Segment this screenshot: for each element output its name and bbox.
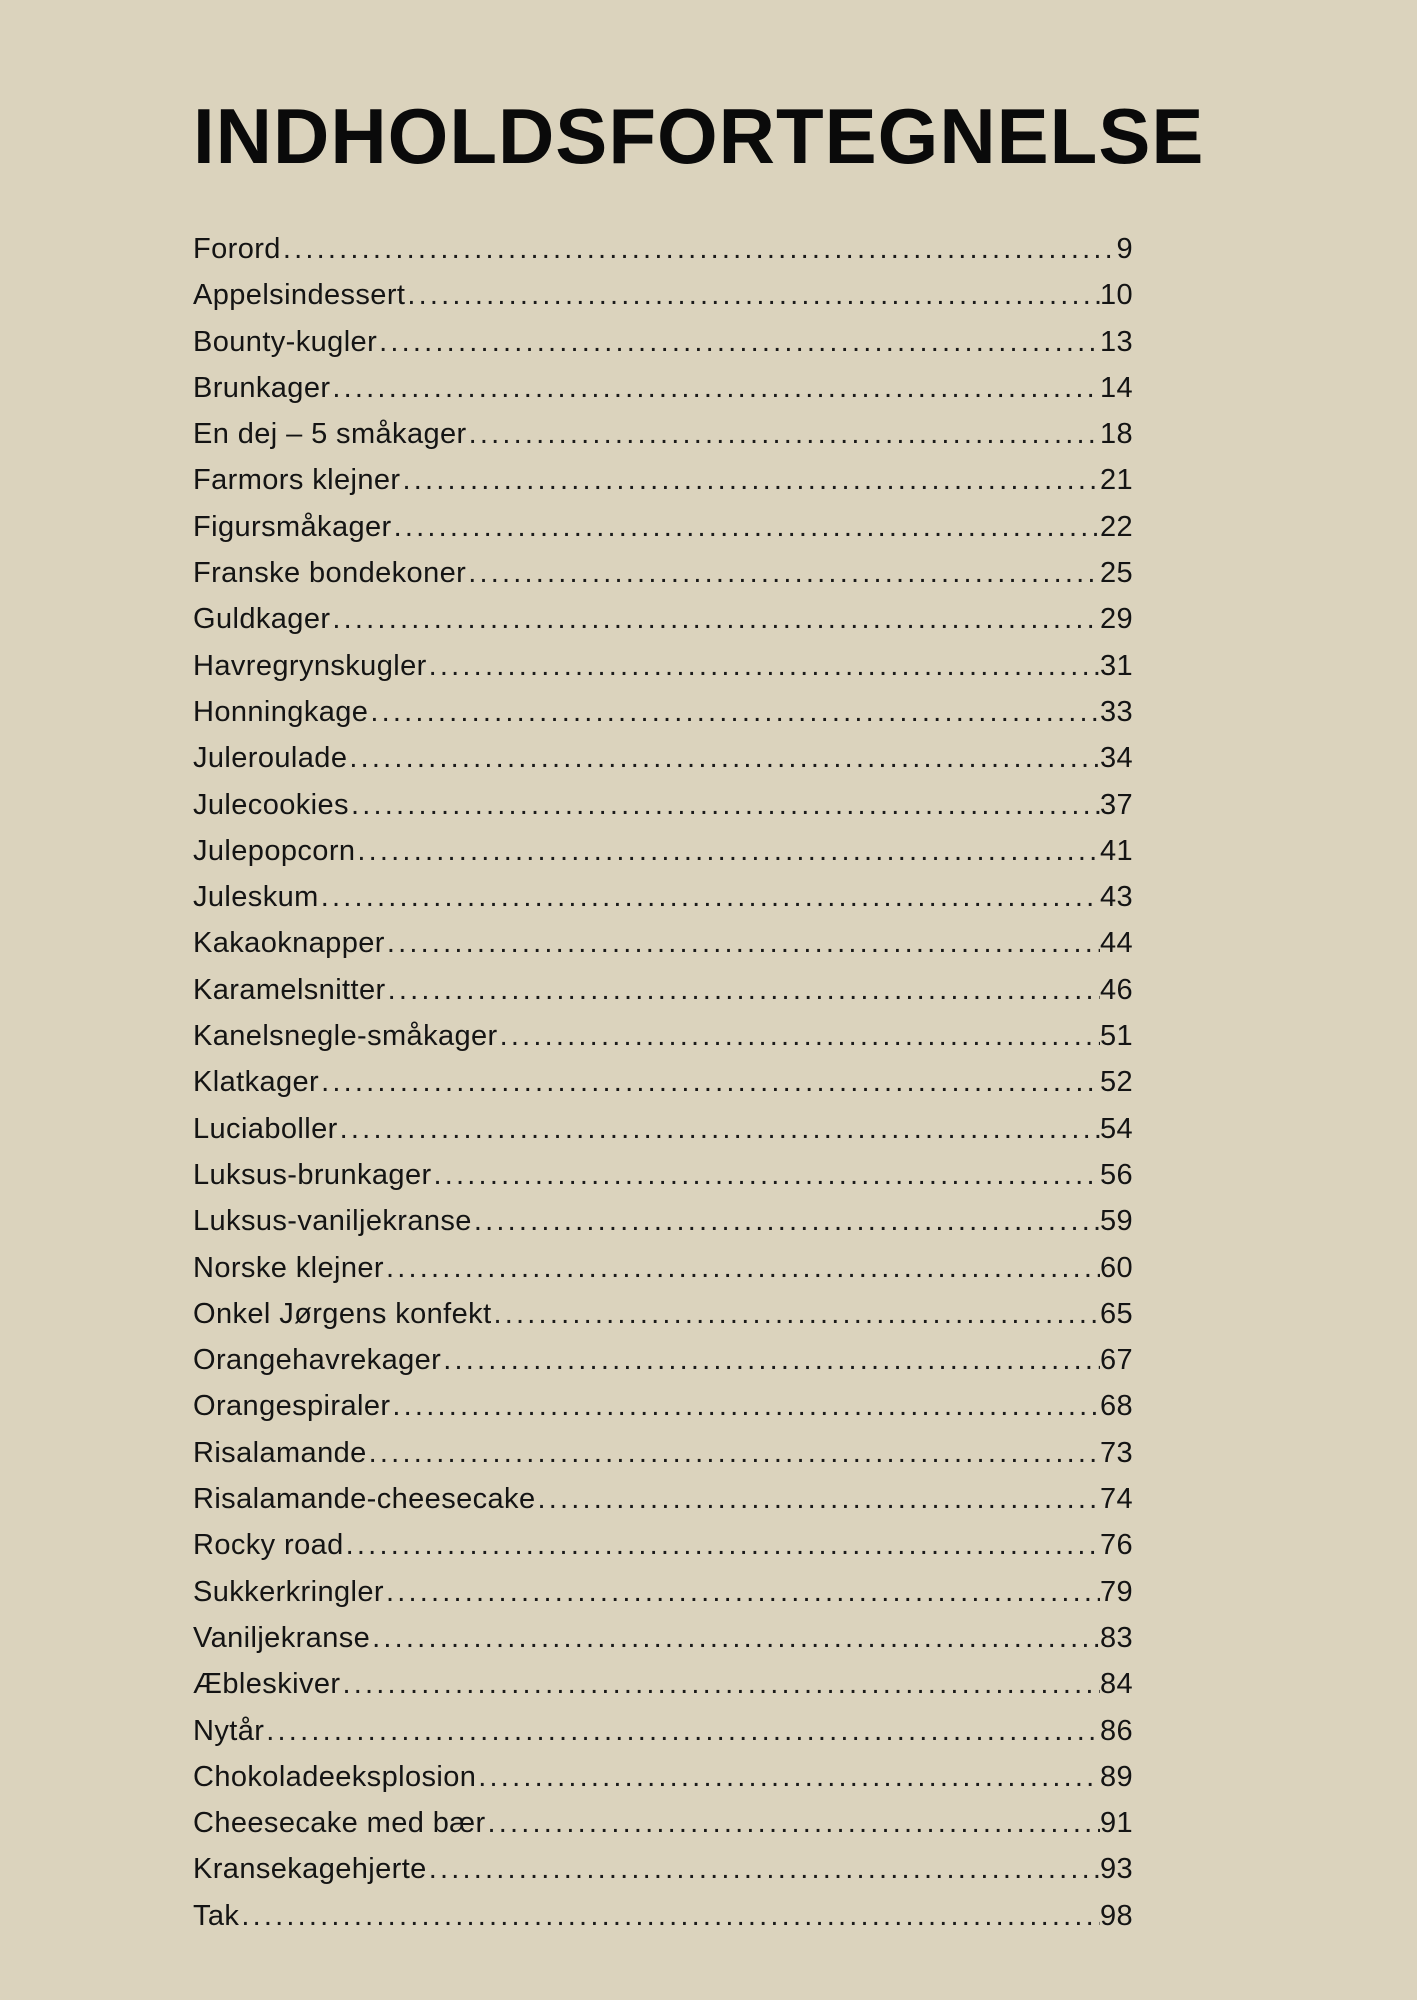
toc-entry[interactable]: [193, 319, 1133, 365]
dot-leader: [469, 411, 1100, 457]
toc-entry-label: Risalamande: [193, 1436, 367, 1469]
toc-entry[interactable]: [193, 1383, 1133, 1429]
dot-leader: [321, 874, 1100, 920]
dot-leader: [429, 643, 1100, 689]
toc-entry-page-number: 52: [1099, 1066, 1133, 1099]
toc-entry[interactable]: [193, 1106, 1133, 1152]
toc-entry[interactable]: [193, 1337, 1133, 1383]
toc-entry[interactable]: [193, 1615, 1133, 1661]
toc-entry-page-number: 59: [1099, 1205, 1133, 1238]
toc-entry-page-number: 46: [1099, 973, 1133, 1006]
toc-entry[interactable]: [193, 1059, 1133, 1105]
toc-entry-label: Brunkager: [193, 371, 331, 404]
toc-entry-label: Rocky road: [193, 1529, 344, 1562]
toc-entry-label: Sukkerkringler: [193, 1575, 384, 1608]
toc-entry[interactable]: [193, 1893, 1133, 1939]
toc-entry[interactable]: [193, 1198, 1133, 1244]
dot-leader: [494, 1291, 1100, 1337]
toc-entry-label: Cheesecake med bær: [193, 1807, 486, 1840]
dot-leader: [241, 1893, 1100, 1939]
toc-entry[interactable]: [193, 1245, 1133, 1291]
toc-entry-label: Vaniljekranse: [193, 1621, 371, 1654]
toc-entry-page-number: 56: [1099, 1158, 1133, 1191]
toc-entry-label: Kanelsnegle-småkager: [193, 1020, 498, 1053]
toc-entry-page-number: 51: [1099, 1020, 1133, 1053]
toc-entry-page-number: 43: [1099, 881, 1133, 914]
toc-entry-label: Honningkage: [193, 695, 369, 728]
toc-entry-page-number: 67: [1099, 1344, 1133, 1377]
toc-entry[interactable]: [193, 596, 1133, 642]
toc-entry[interactable]: [193, 689, 1133, 735]
toc-entry[interactable]: [193, 782, 1133, 828]
toc-entry-page-number: 34: [1099, 742, 1133, 775]
toc-entry[interactable]: [193, 226, 1133, 272]
toc-entry[interactable]: [193, 920, 1133, 966]
toc-entry-label: Tak: [193, 1899, 240, 1932]
toc-entry[interactable]: [193, 1013, 1133, 1059]
toc-entry-page-number: 89: [1099, 1760, 1133, 1793]
dot-leader: [488, 1800, 1100, 1846]
dot-leader: [369, 1430, 1100, 1476]
toc-entry-page-number: 65: [1099, 1297, 1133, 1330]
dot-leader: [388, 967, 1100, 1013]
toc-entry-label: Julepopcorn: [193, 834, 356, 867]
toc-entry[interactable]: [193, 1846, 1133, 1892]
toc-entry-label: Nytår: [193, 1714, 265, 1747]
toc-entry-page-number: 68: [1099, 1390, 1133, 1423]
toc-entry-page-number: 14: [1099, 371, 1133, 404]
toc-entry-page-number: 21: [1099, 464, 1133, 497]
toc-entry-page-number: 41: [1099, 834, 1133, 867]
table-of-contents: [193, 226, 1133, 1939]
dot-leader: [332, 596, 1100, 642]
dot-leader: [434, 1152, 1100, 1198]
toc-entry-page-number: 86: [1099, 1714, 1133, 1747]
toc-entry-page-number: 22: [1099, 510, 1133, 543]
dot-leader: [500, 1013, 1100, 1059]
toc-entry-page-number: 31: [1099, 649, 1133, 682]
dot-leader: [283, 226, 1117, 272]
dot-leader: [429, 1846, 1100, 1892]
toc-entry-label: Guldkager: [193, 603, 331, 636]
dot-leader: [387, 920, 1100, 966]
toc-entry-page-number: 83: [1099, 1621, 1133, 1654]
toc-entry[interactable]: [193, 1754, 1133, 1800]
dot-leader: [379, 319, 1100, 365]
dot-leader: [346, 1522, 1100, 1568]
toc-entry-label: Julecookies: [193, 788, 349, 821]
dot-leader: [478, 1754, 1100, 1800]
toc-entry[interactable]: [193, 1708, 1133, 1754]
dot-leader: [402, 457, 1100, 503]
dot-leader: [349, 735, 1100, 781]
toc-entry-page-number: 73: [1099, 1436, 1133, 1469]
toc-entry-page-number: 54: [1099, 1112, 1133, 1145]
toc-entry-page-number: 13: [1099, 325, 1133, 358]
toc-entry-page-number: 74: [1099, 1483, 1133, 1516]
toc-entry-label: Klatkager: [193, 1066, 320, 1099]
toc-entry[interactable]: [193, 1569, 1133, 1615]
toc-entry[interactable]: [193, 1291, 1133, 1337]
dot-leader: [443, 1337, 1100, 1383]
toc-entry-page-number: 60: [1099, 1251, 1133, 1284]
toc-entry[interactable]: [193, 550, 1133, 596]
toc-entry[interactable]: [193, 828, 1133, 874]
toc-entry-label: Luksus-vaniljekranse: [193, 1205, 472, 1238]
toc-entry-page-number: 91: [1099, 1807, 1133, 1840]
toc-entry[interactable]: [193, 1152, 1133, 1198]
toc-entry-label: Figursmåkager: [193, 510, 392, 543]
dot-leader: [340, 1106, 1100, 1152]
dot-leader: [386, 1245, 1100, 1291]
toc-entry-label: Appelsindessert: [193, 279, 406, 312]
dot-leader: [474, 1198, 1100, 1244]
toc-entry-label: Luciaboller: [193, 1112, 338, 1145]
toc-entry-page-number: 76: [1099, 1529, 1133, 1562]
toc-entry[interactable]: [193, 457, 1133, 503]
toc-entry-page-number: 93: [1099, 1853, 1133, 1886]
toc-entry[interactable]: [193, 411, 1133, 457]
toc-entry-page-number: 9: [1116, 233, 1133, 265]
toc-entry[interactable]: [193, 1476, 1133, 1522]
toc-entry-page-number: 79: [1099, 1575, 1133, 1608]
toc-entry[interactable]: [193, 735, 1133, 781]
toc-entry[interactable]: [193, 967, 1133, 1013]
dot-leader: [357, 828, 1100, 874]
toc-entry-label: Kakaoknapper: [193, 927, 385, 960]
dot-leader: [321, 1059, 1100, 1105]
toc-entry-label: Luksus-brunkager: [193, 1158, 432, 1191]
toc-entry-label: Onkel Jørgens konfekt: [193, 1297, 492, 1330]
dot-leader: [407, 272, 1100, 318]
toc-entry[interactable]: [193, 504, 1133, 550]
toc-entry-page-number: 98: [1099, 1899, 1133, 1932]
dot-leader: [332, 365, 1100, 411]
toc-entry[interactable]: [193, 1800, 1133, 1846]
dot-leader: [266, 1708, 1100, 1754]
toc-entry-label: Norske klejner: [193, 1251, 384, 1284]
toc-entry-page-number: 37: [1099, 788, 1133, 821]
toc-entry-label: Chokoladeeksplosion: [193, 1760, 477, 1793]
toc-entry[interactable]: [193, 1661, 1133, 1707]
toc-entry-label: Farmors klejner: [193, 464, 401, 497]
toc-entry-label: Orangespiraler: [193, 1390, 391, 1423]
dot-leader: [342, 1661, 1100, 1707]
dot-leader: [351, 782, 1100, 828]
toc-entry-label: Juleskum: [193, 881, 319, 914]
toc-entry[interactable]: [193, 272, 1133, 318]
dot-leader: [468, 550, 1100, 596]
toc-entry[interactable]: [193, 874, 1133, 920]
dot-leader: [394, 504, 1100, 550]
toc-entry[interactable]: [193, 1430, 1133, 1476]
dot-leader: [537, 1476, 1099, 1522]
toc-entry-label: Karamelsnitter: [193, 973, 386, 1006]
toc-entry-page-number: 84: [1099, 1668, 1133, 1701]
toc-entry-label: En dej – 5 småkager: [193, 418, 467, 451]
toc-entry-page-number: 29: [1099, 603, 1133, 636]
toc-entry-label: Risalamande-cheesecake: [193, 1483, 536, 1516]
dot-leader: [372, 1615, 1100, 1661]
toc-entry[interactable]: [193, 643, 1133, 689]
toc-entry-label: Orangehavrekager: [193, 1344, 442, 1377]
toc-entry[interactable]: [193, 365, 1133, 411]
toc-entry-label: Franske bondekoner: [193, 557, 467, 590]
toc-entry-page-number: 10: [1099, 279, 1133, 312]
toc-entry-label: Bounty-kugler: [193, 325, 378, 358]
toc-entry-page-number: 25: [1099, 557, 1133, 590]
toc-entry-label: Kransekagehjerte: [193, 1853, 427, 1886]
toc-entry-label: Forord: [193, 233, 281, 265]
toc-entry-page-number: 33: [1099, 695, 1133, 728]
toc-entry-label: Juleroulade: [193, 742, 348, 775]
toc-entry-label: Æbleskiver: [193, 1668, 341, 1701]
dot-leader: [386, 1569, 1100, 1615]
page-title: INDHOLDSFORTEGNELSE: [193, 92, 1205, 180]
toc-entry-page-number: 18: [1099, 418, 1133, 451]
toc-entry-page-number: 44: [1099, 927, 1133, 960]
toc-entry[interactable]: [193, 1522, 1133, 1568]
dot-leader: [392, 1383, 1100, 1429]
dot-leader: [370, 689, 1100, 735]
toc-entry-label: Havregrynskugler: [193, 649, 427, 682]
